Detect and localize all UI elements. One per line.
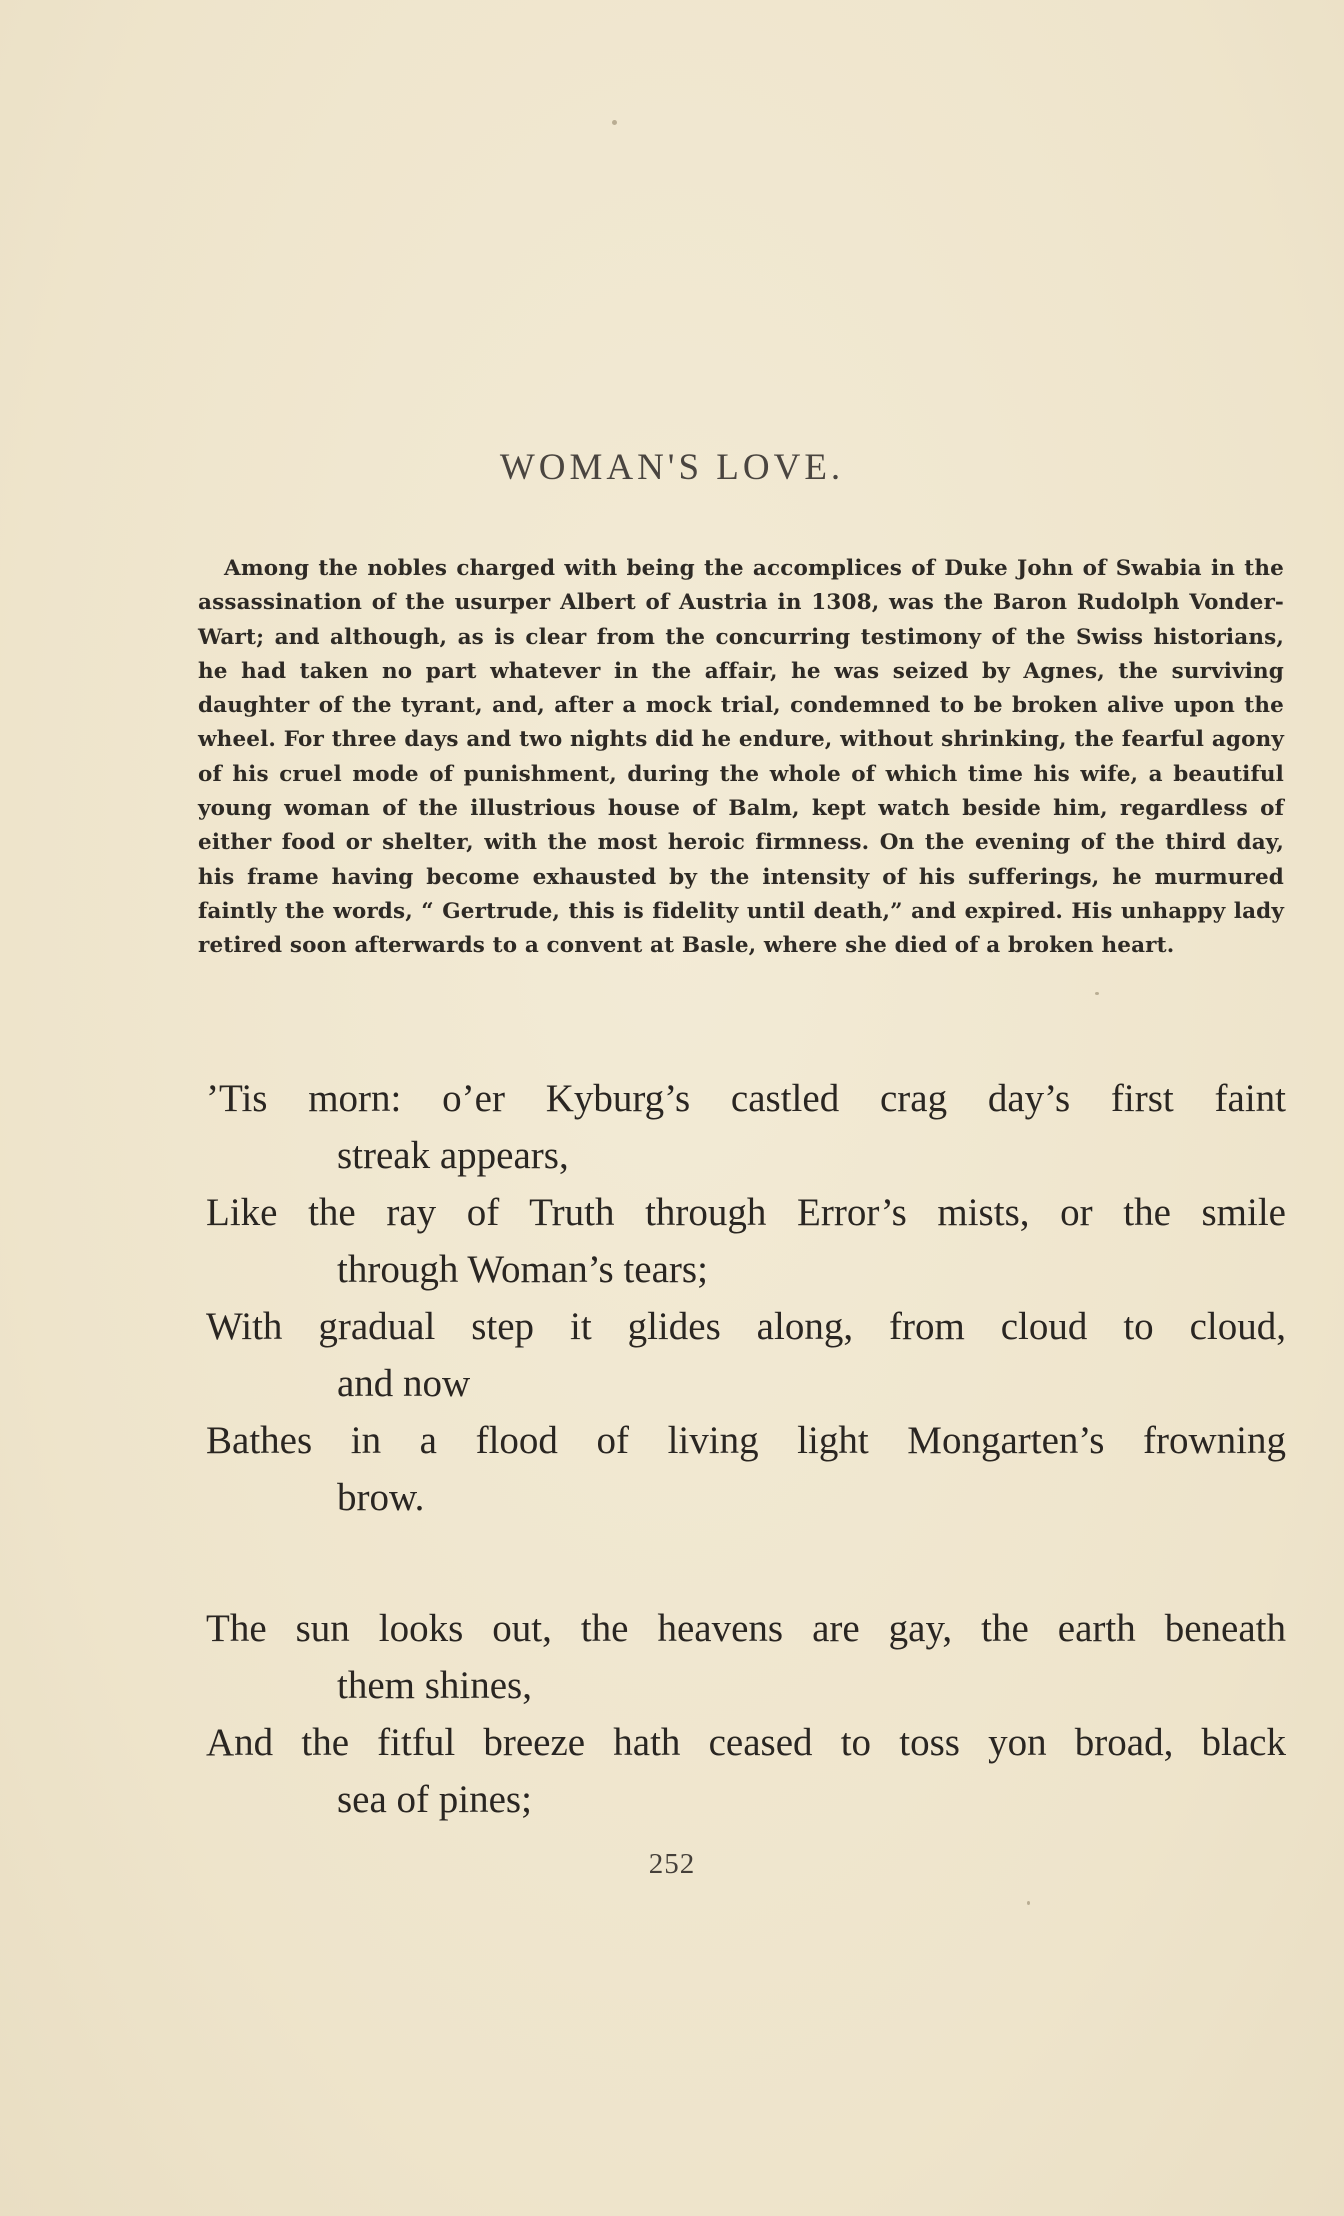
- verse-line: With gradual step it glides along, from cloud to cloud,: [206, 1305, 1286, 1348]
- chapter-title: WOMAN'S LOVE.: [499, 447, 845, 488]
- verse-line: The sun looks out, the heavens are gay, the earth beneath: [206, 1607, 1286, 1650]
- verse: [206, 1412, 1286, 1526]
- page-number: 252: [648, 1848, 696, 1880]
- verse: [206, 1714, 1286, 1828]
- verse-line: And the fitful breeze hath ceased to toss yon broad, black: [206, 1721, 1286, 1764]
- verse-continuation: through Woman’s tears;: [337, 1248, 708, 1291]
- verse-continuation: sea of pines;: [337, 1778, 532, 1821]
- verse-line: ’Tis morn: o’er Kyburg’s castled crag day’s first faint: [206, 1077, 1286, 1120]
- poem-stanza-2: [206, 1600, 1286, 1828]
- verse: [206, 1184, 1286, 1298]
- verse-line: Bathes in a flood of living light Mongarten’s frowning: [206, 1419, 1286, 1462]
- verse-continuation: and now: [337, 1362, 471, 1405]
- verse: [206, 1070, 1286, 1184]
- verse: [206, 1600, 1286, 1714]
- paper-speck: [1027, 1901, 1030, 1905]
- introductory-note: Among the nobles charged with being the accomplices of Duke John of Swabia in the assassination of the usurper Albert of Austria in 1308, was the Baron Rudolph Vonder-Wart; and although, as is clear from the concurring testimony of the Swiss historians, he had taken no part whatever in the affair, he was seized by Agnes, the surviving daughter of the tyrant, and, after a mock trial, condemned to be broken alive upon the wheel. For three days and two nights did he endure, without shrinking, the fearful agony of his cruel mode of punishment, during the whole of which time his wife, a beautiful young woman of the illustrious house of Balm, kept watch beside him, regardless of either food or shelter, with the most heroic firmness. On the evening of the third day, his frame having become exhausted by the intensity of his sufferings, he murmured faintly the words, “ Gertrude, this is fidelity until death,” and expired. His unhappy lady retired soon afterwards to a convent at Basle, where she died of a broken heart.: [198, 556, 1284, 959]
- verse-continuation: streak appears,: [337, 1134, 569, 1177]
- verse-continuation: them shines,: [337, 1664, 532, 1707]
- paper-speck: [1095, 992, 1099, 995]
- verse: [206, 1298, 1286, 1412]
- paper-speck: [612, 120, 617, 125]
- verse-continuation: brow.: [337, 1476, 425, 1519]
- poem-stanza-1: [206, 1070, 1286, 1526]
- verse-line: Like the ray of Truth through Error’s mists, or the smile: [206, 1191, 1286, 1234]
